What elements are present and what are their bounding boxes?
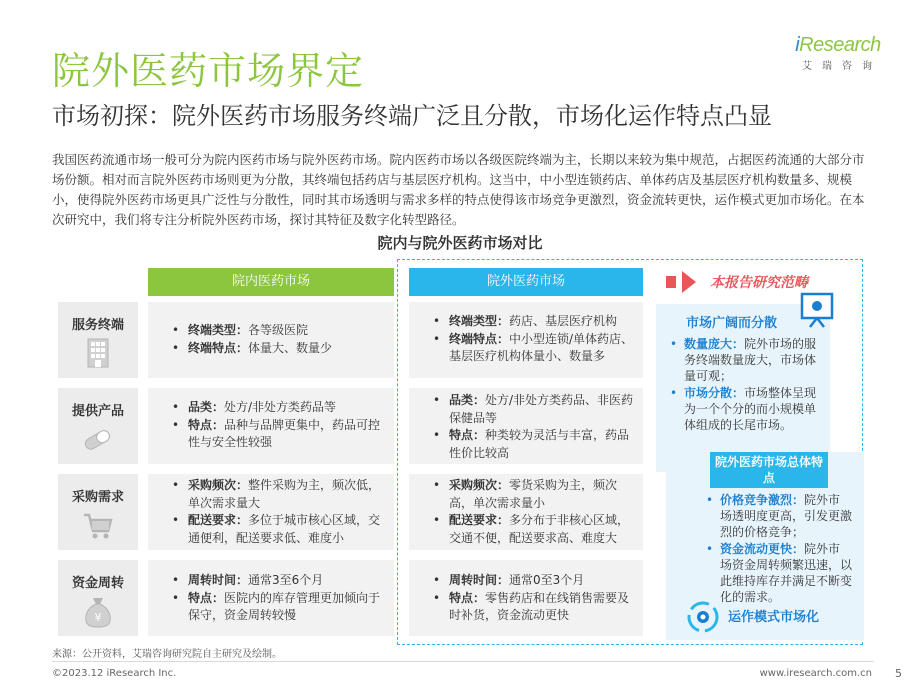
logo-research: Research: [799, 34, 881, 56]
page-subtitle: 市场初探：院外医药市场服务终端广泛且分散，市场化运作特点凸显: [52, 102, 772, 130]
bullet-item: • 品类：处方/非处方类药品等: [172, 399, 386, 417]
arrow-right-icon: [682, 271, 696, 293]
bullet-item: • 特点：医院内的库存管理更加倾向于保守，资金周转较慢: [172, 590, 386, 625]
cell-in-capital-turnover: [148, 560, 394, 636]
footer-divider: [52, 661, 874, 662]
logo-wordmark: [788, 34, 888, 57]
cell-out-products: [409, 388, 643, 464]
row-label-text: 资金周转: [71, 576, 124, 591]
bullet-item: • 周转时间：通常3至6个月: [172, 572, 386, 590]
bullet-item: • 终端类型：各等级医院: [172, 322, 386, 340]
cell-out-capital-turnover: [409, 560, 643, 636]
copyright: ©2023.12 iResearch Inc.: [52, 668, 177, 679]
cell-in-service-terminal: [148, 302, 394, 378]
row-label-capital-turnover: [58, 560, 138, 636]
side-bullet: • 市场分散：市场整体呈现为一个个分的而小规模单体组成的长尾市场。: [670, 385, 822, 434]
building-icon: [87, 338, 109, 372]
bullet-item: • 配送要求：多位于城市核心区域，交通便利，配送要求低、难度小: [172, 512, 386, 547]
row-label-text: 采购需求: [71, 490, 124, 505]
bullet-item: • 特点：品种与品牌更集中，药品可控性与安全性较强: [172, 417, 386, 452]
row-label-products: [58, 388, 138, 464]
row-label-text: 提供产品: [71, 404, 124, 419]
row-label-service-terminal: [58, 302, 138, 378]
bullet-item: • 终端特点：中小型连锁/单体药店、基层医疗机构体量小、数量多: [433, 331, 635, 366]
column-header-in-hospital: 院内医药市场: [148, 268, 394, 296]
logo-i: i: [795, 34, 800, 56]
bullet-item: • 采购频次：零货采购为主，频次高，单次需求量小: [433, 477, 635, 512]
scope-arrow-bar: [666, 276, 676, 288]
bullet-item: • 特点：零售药店和在线销售需要及时补货，资金流动更快: [433, 590, 635, 625]
source-note: 来源：公开资料，艾瑞咨询研究院自主研究及绘制。: [52, 649, 282, 660]
cart-icon: [82, 512, 114, 544]
overall-features-tag: 院外医药市场总体特点: [710, 452, 828, 488]
bullet-item: • 采购频次：整件采购为主，频次低，单次需求量大: [172, 477, 386, 512]
cell-in-products: [148, 388, 394, 464]
scope-text: 本报告研究范畴: [710, 275, 808, 291]
intro-paragraph: 我国医药流通市场一般可分为院内医药市场与院外医药市场。院内医药市场以各级医院终端为主，长期以来较为集中规范，占据医药流通的大部分市场份额。相对而言院外医药市场则更为分散，其终端包括药店与基层医疗机构。这当中，中小型连锁药店、单体药店及基层医疗机构数量多、规模小，使得院外医药市场更具广泛性与分散性，同时其市场透明与需求多样的特点使得该市场竞争更激烈，资金流转更快，运作模式更加市场化。在本次研究中，我们将专注分析院外医药市场，探讨其特征及数字化转型路径。: [52, 152, 865, 227]
bullet-item: • 终端特点：体量大、数量少: [172, 340, 386, 358]
website-url[interactable]: www.iresearch.com.cn: [759, 668, 872, 679]
presentation-board-icon: [800, 292, 834, 332]
page-number: 5: [895, 667, 902, 680]
row-label-text: 服务终端: [71, 318, 124, 333]
bullet-item: • 品类：处方/非处方类药品、非医药保健品等: [433, 392, 635, 427]
row-label-procurement: [58, 474, 138, 550]
side-bullet: • 价格竞争激烈：院外市场透明度更高，引发更激烈的价格竞争；: [706, 492, 852, 541]
side-bullet: • 数量庞大：院外市场的服务终端数量庞大，市场体量可观；: [670, 336, 822, 385]
cell-in-procurement: [148, 474, 394, 550]
research-scope-label: [666, 270, 808, 294]
side-panel-footer: 运作模式市场化: [728, 610, 820, 625]
comparison-title: 院内与院外医药市场对比: [377, 234, 543, 252]
bullet-item: • 周转时间：通常0至3个月: [433, 572, 635, 590]
bullet-item: • 配送要求：多分布于非核心区域，交通不便，配送要求高、难度大: [433, 512, 635, 547]
side-bullet: • 资金流动更快：院外市场资金周转频繁迅速，以此维持库存并满足不断变化的需求。: [706, 541, 852, 606]
logo-subtitle: 艾瑞咨询: [802, 61, 882, 72]
svg-text:¥: ¥: [94, 611, 102, 624]
column-header-out-hospital: 院外医药市场: [409, 268, 643, 296]
cycle-gear-icon: [686, 600, 720, 638]
bullet-item: • 特点：种类较为灵活与丰富，药品性价比较高: [433, 427, 635, 462]
pill-icon: [80, 426, 116, 456]
money-bag-icon: [83, 596, 113, 632]
iresearch-logo: [788, 34, 888, 72]
page-title: 院外医药市场界定: [52, 49, 365, 93]
cell-out-service-terminal: [409, 302, 643, 378]
cell-out-procurement: [409, 474, 643, 550]
bullet-item: • 终端类型：药店、基层医疗机构: [433, 313, 635, 331]
side-panel-title: 市场广阔而分散: [686, 316, 778, 331]
